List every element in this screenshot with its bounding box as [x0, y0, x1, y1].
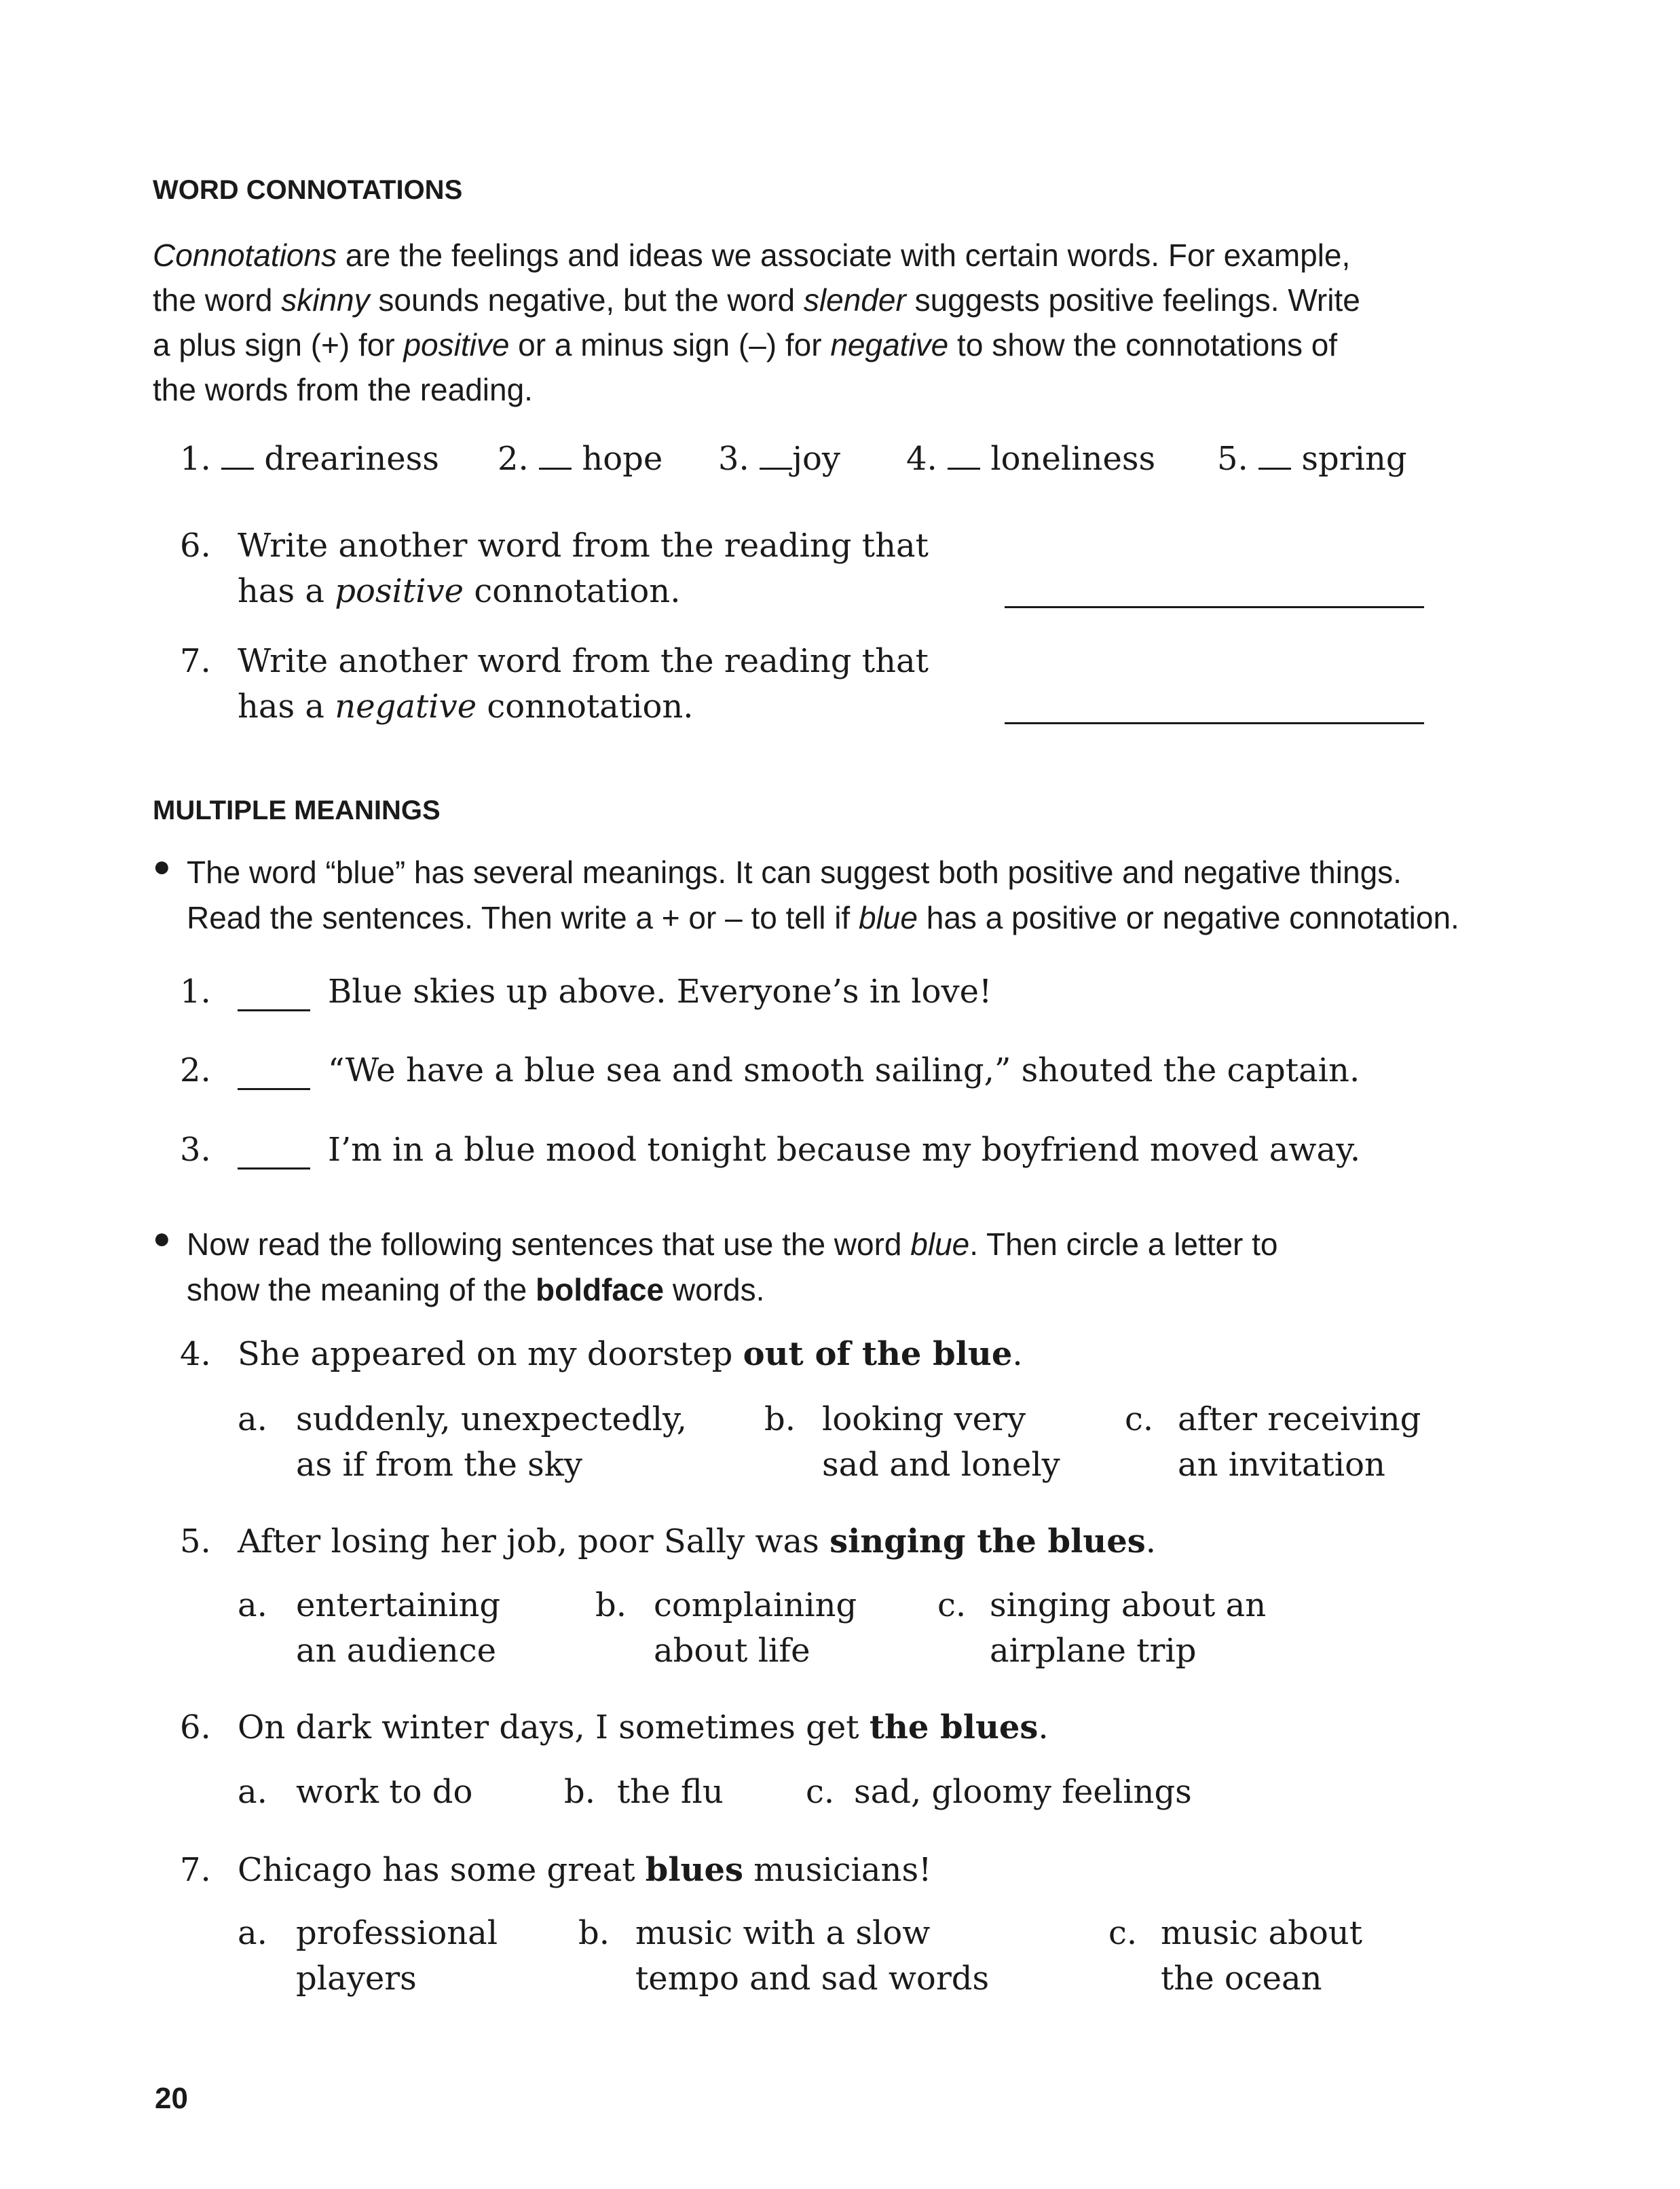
- word-item-5: [1217, 440, 1407, 478]
- answer-line-7[interactable]: [1005, 722, 1424, 724]
- word-text: spring: [1301, 440, 1407, 478]
- question-text: After losing her job, poor Sally was: [238, 1522, 830, 1560]
- choice-7c[interactable]: [1161, 1911, 1362, 2002]
- bullet-text: has a positive or negative connotation.: [917, 900, 1459, 935]
- question-text: On dark winter days, I sometimes get: [238, 1708, 870, 1746]
- question-text: musicians!: [743, 1851, 932, 1889]
- bullet-1-line-1: The word “blue” has several meanings. It can suggest both positive and negative things.: [187, 855, 1402, 890]
- question-bold-phrase: the blues: [869, 1708, 1039, 1746]
- answer-blank[interactable]: [238, 1088, 310, 1090]
- word-item-4: [906, 440, 1155, 478]
- question-text: has a: [238, 688, 335, 726]
- question-text: connotation.: [464, 572, 681, 610]
- choice-letter[interactable]: a.: [238, 1914, 267, 1952]
- answer-blank[interactable]: [539, 468, 572, 470]
- bullet-text: Read the sentences. Then write a + or – to tell if: [187, 900, 859, 935]
- answer-blank[interactable]: [1258, 468, 1291, 470]
- bullet-instructions-2: [187, 1222, 1278, 1313]
- question-em: positive: [335, 572, 464, 610]
- choice-line: looking very: [822, 1400, 1026, 1438]
- choice-line: tempo and sad words: [635, 1960, 990, 1998]
- choice-letter[interactable]: a.: [238, 1400, 267, 1438]
- choice-letter[interactable]: b.: [595, 1586, 627, 1624]
- intro-text: suggests positive feelings. Write: [906, 282, 1360, 318]
- choice-5a[interactable]: [296, 1583, 500, 1674]
- word-number: 3.: [718, 440, 749, 478]
- word-item-1: [180, 440, 439, 478]
- question-number: 7.: [180, 1851, 211, 1889]
- answer-blank[interactable]: [948, 468, 980, 470]
- choice-line: music about: [1161, 1914, 1362, 1952]
- choice-5c[interactable]: [990, 1583, 1266, 1674]
- choice-letter[interactable]: b.: [764, 1400, 796, 1438]
- answer-line-6[interactable]: [1005, 606, 1424, 608]
- word-number: 5.: [1217, 440, 1248, 478]
- choice-4c[interactable]: [1178, 1397, 1421, 1488]
- choice-5b[interactable]: [654, 1583, 857, 1674]
- answer-blank[interactable]: [760, 468, 792, 470]
- intro-line-1: [153, 233, 1456, 278]
- word-number: 2.: [498, 440, 529, 478]
- choice-letter[interactable]: c.: [1125, 1400, 1154, 1438]
- sentence-number: 3.: [180, 1131, 211, 1169]
- choice-line: singing about an: [990, 1586, 1267, 1624]
- choice-letter[interactable]: b.: [578, 1914, 610, 1952]
- question-number: 6.: [180, 527, 211, 565]
- question-bold-phrase: blues: [645, 1851, 744, 1889]
- choice-letter[interactable]: c.: [937, 1586, 967, 1624]
- word-item-3: [718, 440, 840, 478]
- intro-text: sounds negative, but the word: [369, 282, 804, 318]
- section-heading-word-connotations: WORD CONNOTATIONS: [153, 175, 463, 205]
- word-item-2: [498, 440, 662, 478]
- choice-line: after receiving: [1178, 1400, 1421, 1438]
- choice-7b[interactable]: [635, 1911, 989, 2002]
- bullet-text: . Then circle a letter to: [969, 1227, 1278, 1262]
- bullet-text: show the meaning of the: [187, 1272, 536, 1307]
- word-text: hope: [582, 440, 663, 478]
- choice-line: the ocean: [1161, 1960, 1322, 1998]
- choice-line: music with a slow: [635, 1914, 931, 1952]
- bullet-dot-icon: ●: [153, 1222, 171, 1255]
- choice-6a[interactable]: work to do: [296, 1773, 473, 1811]
- intro-text: to show the connotations of: [948, 327, 1338, 362]
- choice-letter[interactable]: c.: [806, 1773, 835, 1811]
- word-number: 1.: [180, 440, 211, 478]
- choice-line: about life: [654, 1632, 810, 1670]
- choice-line: sad and lonely: [822, 1446, 1060, 1484]
- bullet-instructions-1: [187, 850, 1459, 941]
- bullet-text: words.: [664, 1272, 765, 1307]
- page-number: 20: [155, 2082, 188, 2115]
- bullet-text: Now read the following sentences that use the word: [187, 1227, 911, 1262]
- answer-blank[interactable]: [238, 1009, 310, 1011]
- word-text: joy: [792, 440, 840, 478]
- question-number: 4.: [180, 1335, 211, 1373]
- choice-line: an invitation: [1178, 1446, 1385, 1484]
- choice-line: an audience: [296, 1632, 497, 1670]
- answer-blank[interactable]: [238, 1167, 310, 1170]
- word-number: 4.: [906, 440, 937, 478]
- choice-6c[interactable]: sad, gloomy feelings: [854, 1773, 1192, 1811]
- choice-letter[interactable]: c.: [1108, 1914, 1138, 1952]
- choice-6b[interactable]: the flu: [617, 1773, 724, 1811]
- sentence-1: Blue skies up above. Everyone’s in love!: [328, 973, 992, 1011]
- sentence-2: “We have a blue sea and smooth sailing,” shouted the captain.: [328, 1051, 1360, 1089]
- question-7-line-1: Write another word from the reading that: [238, 642, 929, 680]
- sentence-number: 1.: [180, 973, 211, 1011]
- choice-4a[interactable]: [296, 1397, 687, 1488]
- choice-line: entertaining: [296, 1586, 501, 1624]
- question-bold-phrase: out of the blue: [743, 1335, 1013, 1373]
- question-bold-phrase: singing the blues: [829, 1522, 1146, 1560]
- bullet-2-line-2: [187, 1267, 1278, 1313]
- question-6-line-2: [238, 572, 680, 610]
- question-text: .: [1038, 1708, 1049, 1746]
- question-6-line-1: Write another word from the reading that: [238, 527, 929, 565]
- question-5-text: [238, 1522, 1156, 1560]
- choice-line: airplane trip: [990, 1632, 1197, 1670]
- question-number: 5.: [180, 1522, 211, 1560]
- question-7-text: [238, 1851, 931, 1889]
- choice-line: suddenly, unexpectedly,: [296, 1400, 688, 1438]
- sentence-3: I’m in a blue mood tonight because my boyfriend moved away.: [328, 1131, 1361, 1169]
- intro-text: are the feelings and ideas we associate with certain words. For example,: [337, 238, 1351, 273]
- choice-letter[interactable]: b.: [564, 1773, 595, 1811]
- intro-line-2: [153, 278, 1456, 322]
- question-4-text: [238, 1335, 1023, 1373]
- intro-text: or a minus sign (–) for: [509, 327, 831, 362]
- choice-line: as if from the sky: [296, 1446, 582, 1484]
- choice-7a[interactable]: [296, 1911, 498, 2002]
- question-text: connotation.: [477, 688, 694, 726]
- intro-em-negative: negative: [830, 327, 949, 362]
- sentence-number: 2.: [180, 1051, 211, 1089]
- choice-letter[interactable]: a.: [238, 1773, 267, 1811]
- bullet-em: blue: [859, 900, 918, 935]
- intro-text: the word: [153, 282, 282, 318]
- answer-blank[interactable]: [221, 468, 254, 470]
- question-text: .: [1012, 1335, 1023, 1373]
- choice-line: players: [296, 1960, 417, 1998]
- question-number: 7.: [180, 642, 211, 680]
- question-text: Chicago has some great: [238, 1851, 646, 1889]
- bullet-bold: boldface: [536, 1272, 665, 1307]
- bullet-2-line-1: [187, 1222, 1278, 1267]
- intro-em-slender: slender: [803, 282, 906, 318]
- question-number: 6.: [180, 1708, 211, 1746]
- question-text: has a: [238, 572, 335, 610]
- choice-4b[interactable]: [822, 1397, 1060, 1488]
- intro-line-4: the words from the reading.: [153, 372, 533, 407]
- intro-line-3: [153, 322, 1456, 367]
- question-text: .: [1145, 1522, 1157, 1560]
- intro-em-positive: positive: [403, 327, 510, 362]
- bullet-dot-icon: ●: [153, 850, 171, 883]
- intro-em-skinny: skinny: [281, 282, 370, 318]
- bullet-em: blue: [910, 1227, 970, 1262]
- choice-letter[interactable]: a.: [238, 1586, 267, 1624]
- word-text: dreariness: [264, 440, 439, 478]
- intro-text: a plus sign (+) for: [153, 327, 404, 362]
- section-heading-multiple-meanings: MULTIPLE MEANINGS: [153, 796, 441, 825]
- question-6-text: [238, 1708, 1049, 1746]
- question-7-line-2: [238, 688, 694, 726]
- connotations-intro: [153, 233, 1456, 412]
- intro-em-connotations: Connotations: [153, 238, 337, 273]
- question-text: She appeared on my doorstep: [238, 1335, 743, 1373]
- word-text: loneliness: [990, 440, 1156, 478]
- choice-line: complaining: [654, 1586, 857, 1624]
- bullet-1-line-2: [187, 895, 1459, 941]
- choice-line: professional: [296, 1914, 498, 1952]
- question-em: negative: [335, 688, 477, 726]
